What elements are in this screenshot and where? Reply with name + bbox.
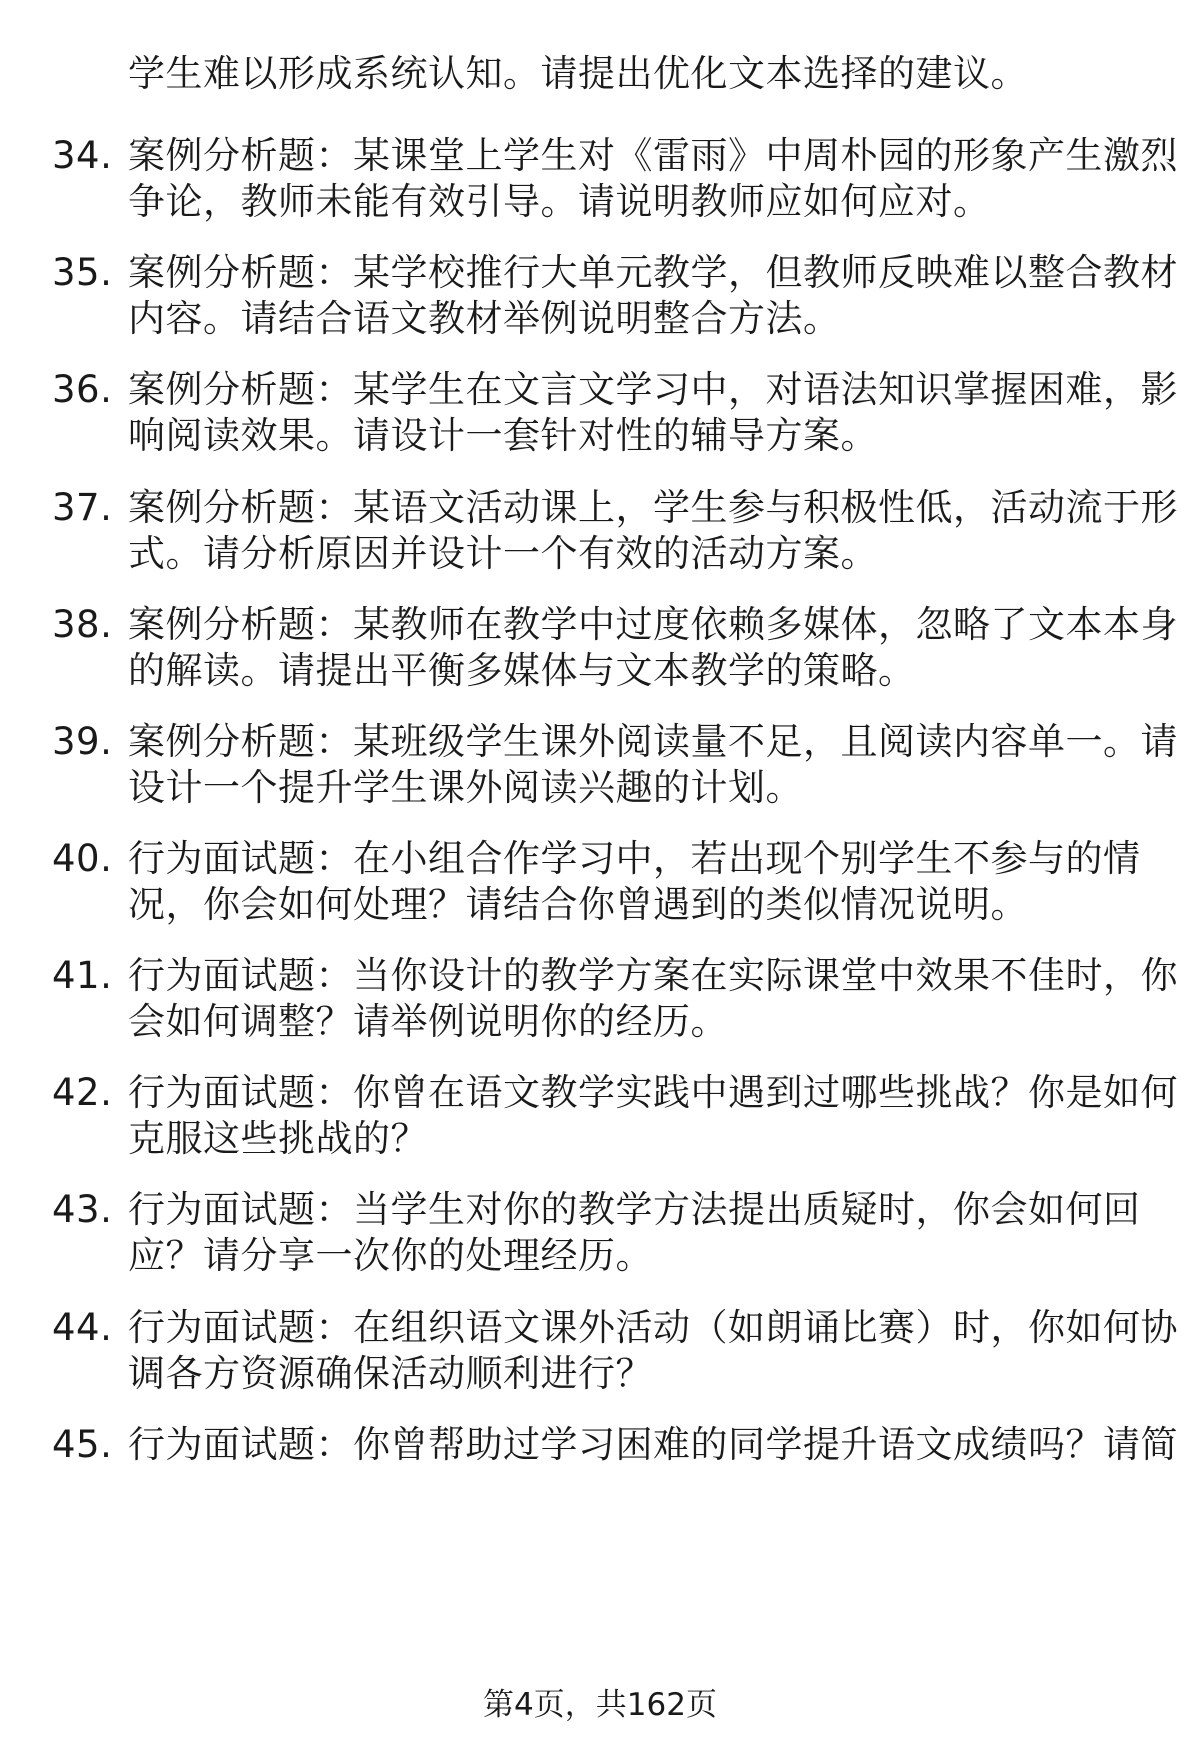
question-text-line-2: 设计一个提升学生课外阅读兴趣的计划。 bbox=[128, 766, 803, 809]
question-text-line-2: 式。请分析原因并设计一个有效的活动方案。 bbox=[128, 532, 878, 575]
question-text-line-2: 应？请分享一次你的处理经历。 bbox=[128, 1234, 653, 1277]
question-text-line-2: 克服这些挑战的？ bbox=[128, 1117, 428, 1160]
question-text-line-1: 行为面试题：在组织语文课外活动（如朗诵比赛）时，你如何协 bbox=[128, 1306, 1178, 1349]
question-number: 37. bbox=[52, 486, 113, 529]
question-number: 40. bbox=[52, 837, 113, 880]
question-number: 42. bbox=[52, 1071, 113, 1114]
question-number: 41. bbox=[52, 954, 113, 997]
question-number: 36. bbox=[52, 368, 113, 411]
question-text-line-1: 行为面试题：当学生对你的教学方法提出质疑时，你会如何回 bbox=[128, 1188, 1141, 1231]
question-text-line-1: 案例分析题：某课堂上学生对《雷雨》中周朴园的形象产生激烈 bbox=[128, 134, 1178, 177]
question-text-line-1: 案例分析题：某教师在教学中过度依赖多媒体，忽略了文本本身 bbox=[128, 603, 1178, 646]
question-text-line-2: 会如何调整？请举例说明你的经历。 bbox=[128, 1000, 728, 1043]
question-text-line-1: 行为面试题：当你设计的教学方案在实际课堂中效果不佳时，你 bbox=[128, 954, 1178, 997]
question-number: 44. bbox=[52, 1306, 113, 1349]
question-text-line-2: 内容。请结合语文教材举例说明整合方法。 bbox=[128, 297, 841, 340]
intro-continuation-text: 学生难以形成系统认知。请提出优化文本选择的建议。 bbox=[128, 52, 1028, 95]
question-text-line-2: 况，你会如何处理？请结合你曾遇到的类似情况说明。 bbox=[128, 883, 1028, 926]
page-number-footer: 第4页，共162页 bbox=[483, 1687, 717, 1723]
question-text-line-2: 调各方资源确保活动顺利进行？ bbox=[128, 1352, 653, 1395]
question-number: 38. bbox=[52, 603, 113, 646]
question-text-line-1: 案例分析题：某语文活动课上，学生参与积极性低，活动流于形 bbox=[128, 486, 1178, 529]
question-text-line-1: 行为面试题：你曾在语文教学实践中遇到过哪些挑战？你是如何 bbox=[128, 1071, 1178, 1114]
question-text-line-1: 案例分析题：某学生在文言文学习中，对语法知识掌握困难，影 bbox=[128, 368, 1178, 411]
question-text-line-2: 响阅读效果。请设计一套针对性的辅导方案。 bbox=[128, 414, 878, 457]
question-number: 45. bbox=[52, 1423, 113, 1466]
question-text-line-2: 的解读。请提出平衡多媒体与文本教学的策略。 bbox=[128, 649, 916, 692]
question-text-line-1: 行为面试题：在小组合作学习中，若出现个别学生不参与的情 bbox=[128, 837, 1141, 880]
question-text-line-1: 案例分析题：某学校推行大单元教学，但教师反映难以整合教材 bbox=[128, 251, 1178, 294]
question-number: 43. bbox=[52, 1188, 113, 1231]
question-text-line-1: 案例分析题：某班级学生课外阅读量不足，且阅读内容单一。请 bbox=[128, 720, 1178, 763]
question-number: 35. bbox=[52, 251, 113, 294]
question-text-line-2: 争论，教师未能有效引导。请说明教师应如何应对。 bbox=[128, 180, 991, 223]
question-number: 34. bbox=[52, 134, 113, 177]
question-text-line-1: 行为面试题：你曾帮助过学习困难的同学提升语文成绩吗？请简 bbox=[128, 1423, 1178, 1466]
question-number: 39. bbox=[52, 720, 113, 763]
